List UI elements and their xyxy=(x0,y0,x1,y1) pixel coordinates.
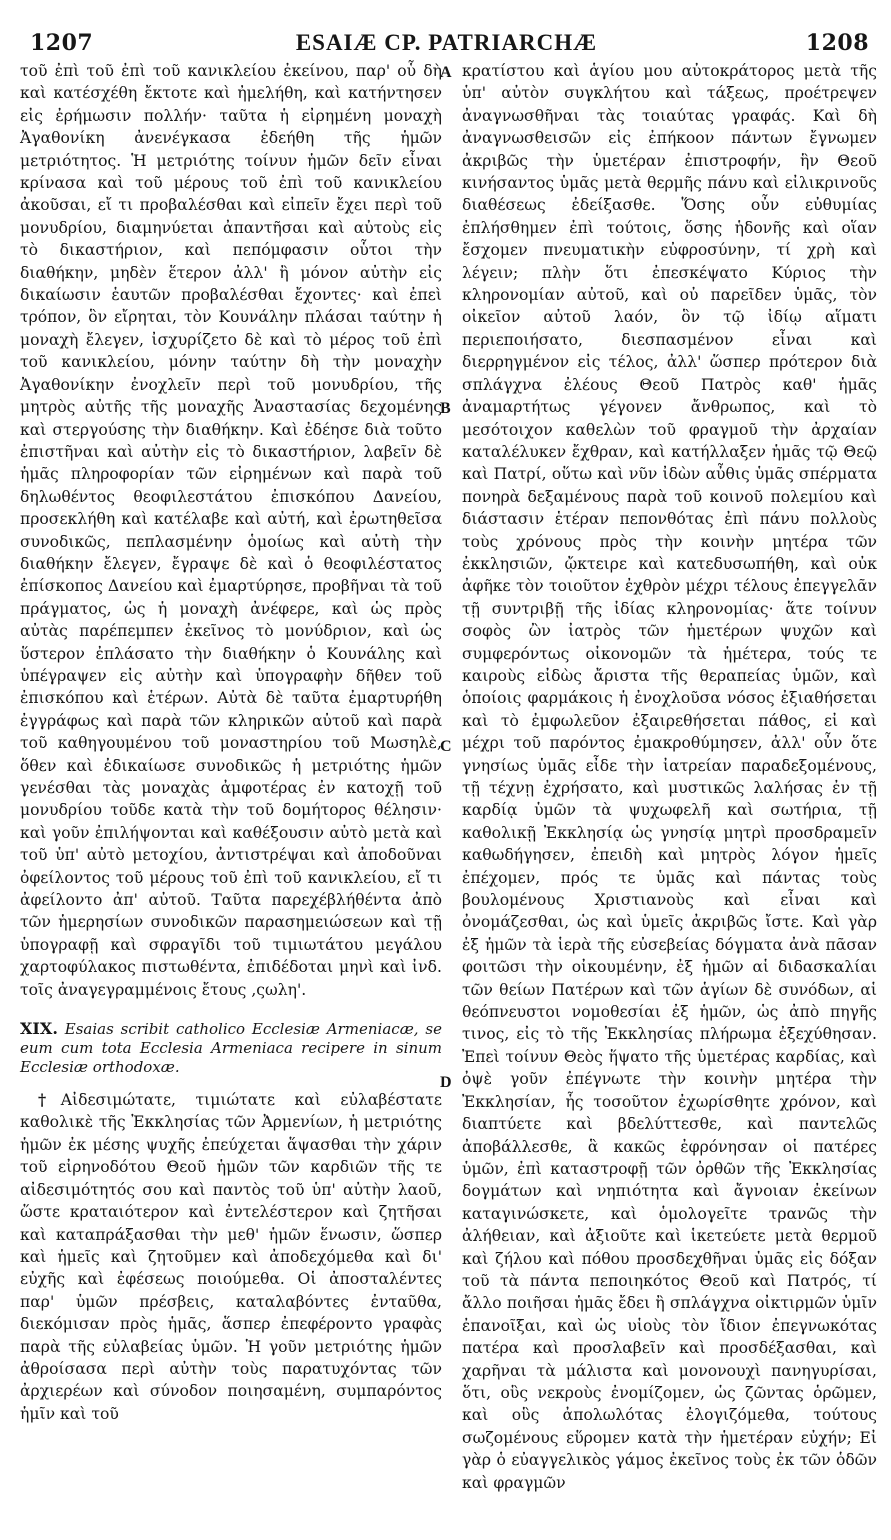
margin-marker-c: C xyxy=(440,738,452,755)
left-paragraph-2-text: Αἰδεσιμώτατε, τιμιώτατε καὶ εὐλαβέστατε καθολικὲ τῆς Ἐκκλησίας τῶν Ἀρμενίων, ἡ μετριότης ἡμῶν ἐκ μέσης ψυχῆς ἐπεύχεται ἅψασθαι τὴν χάριν τοῦ εἰρηνοδότου Θεοῦ ἡμῶν τῶν καρδιῶν τῆς τε αἰδεσιμότητός σου καὶ παντὸς τοῦ ὑπ' αὐτὴν λαοῦ, ὥστε κραταιότερον καὶ ἐντελέστερον καὶ ζητῆσαι καὶ καταπράξασθαι τὴν μεθ' ἡμῶν ἕνωσιν, ὥσπερ καὶ ἡμεῖς καὶ ζητοῦμεν καὶ ἀποδεχόμεθα καὶ δι' εὐχῆς καὶ ἐφέσεως ποιούμεθα. Οἱ ἀποσταλέντες παρ' ὑμῶν πρέσβεις, καταλαβόντες ἐνταῦθα, διεκόμισαν πρὸς ἡμᾶς, ἅσπερ ἐπεφέροντο γραφὰς παρὰ τῆς εὐλαβείας ὑμῶν. Ἡ γοῦν μετριότης ἡμῶν ἀθροίσασα περὶ αὐτὴν τοὺς παρατυχόντας τῶν ἀρχιερέων καὶ σύνοδον ποιησαμένη, συμπαρόντος ἡμῖν καὶ τοῦ xyxy=(20,1091,443,1423)
right-column xyxy=(462,60,877,1494)
margin-marker-b: B xyxy=(440,400,451,417)
cross-symbol: † xyxy=(38,1090,61,1110)
page-number-left: 1207 xyxy=(30,30,94,56)
left-column xyxy=(20,60,442,1425)
right-paragraph-1: κρατίστου καὶ ἁγίου μου αὐτοκράτορος μετὰ τῆς ὑπ' αὐτὸν συγκλήτου καὶ τάξεως, προέτρεψεν ἀναγνωσθῆναι τὰς τοιαύτας γραφάς. Καὶ δὴ ἀναγνωσθεισῶν εἰς ἐπήκοον πάντων ἔγνωμεν ἀκριβῶς τὴν ὑμετέραν ἐπιστροφήν, ἣν Θεοῦ κινήσαντος ὑμᾶς μετὰ θερμῆς πάνυ καὶ εἰλικρινοῦς διαθέσεως ἐδείξασθε. Ὅσης οὖν εὐθυμίας ἐπλήσθημεν ἐπὶ τούτοις, ὅσης ἡδονῆς καὶ οἵαν ἔσχομεν πνευματικὴν εὐφροσύνην, τί χρὴ καὶ λέγειν; πλὴν ὅτι ἐπεσκέψατο Κύριος τὴν κληρονομίαν αὐτοῦ, καὶ οὐ παρεῖδεν ὑμᾶς, τὸν οἰκεῖον αὐτοῦ λαόν, ὃν τῷ ἰδίῳ αἵματι περιεποιήσατο, διεσπασμένον εἶναι καὶ διερρηγμένον εἰς τέλος, ἀλλ' ὥσπερ πρότερον διὰ σπλάγχνα ἐλέους Θεοῦ Πατρὸς καθ' ἡμᾶς ἀναμαρτήτως γέγονεν ἄνθρωπος, καὶ τὸ μεσότοιχον καθελὼν τοῦ φραγμοῦ τὴν ἀρχαίαν καταλέλυκεν ἔχθραν, καὶ κατήλλαξεν ἡμᾶς τῷ Θεῷ καὶ Πατρί, οὕτω καὶ νῦν ἰδὼν αὖθις ὑμᾶς σπέρματα πονηρὰ δεξαμένους παρὰ τοῦ κοινοῦ πολεμίου καὶ διάστασιν ἑτέραν πεπονθότας ἐπὶ πάνυ πολλοὺς τοὺς χρόνους πρὸς τὴν κοινὴν μητέρα τῶν ἐκκλησιῶν, ᾤκτειρε καὶ κατεδυσωπήθη, καὶ οὐκ ἀφῆκε τὸν τοιοῦτον ἐχθρὸν μέχρι τέλους ἐπεγγελᾶν τῇ συντριβῇ τῆς ἰδίας κληρονομίας· ἅτε τοίνυν σοφὸς ὢν ἰατρὸς τῶν ἡμετέρων ψυχῶν καὶ συμφερόντως οἰκονομῶν τὰ ἡμέτερα, τούς τε καιροὺς εἰδὼς ἄριστα τῆς θεραπείας ὑμῶν, καὶ ὁποίοις φαρμάκοις ἡ ἐνοχλοῦσα νόσος ἐξιαθήσεται καὶ τὸ ἐμφωλεῦον ἐξαιρεθήσεται πάθος, εἰ καὶ μέχρι τοῦ παρόντος ἐμακροθύμησεν, ἀλλ' οὖν ὅτε γνησίως ὑμᾶς εἶδε τὴν ἰατρείαν παραδεξομένους, τῇ τέχνῃ ἐχρήσατο, καὶ μυστικῶς λαλήσας ἐν τῇ καρδίᾳ ὑμῶν τὰ ψυχωφελῆ καὶ σωτήρια, τῇ καθολικῇ Ἐκκλησίᾳ ὡς γνησίᾳ μητρὶ προσδραμεῖν καθωδήγησεν, ἐπειδὴ καὶ μητρὸς λόγον ἡμεῖς ἐπέχομεν, πρός τε ὑμᾶς καὶ πάντας τοὺς βουλομένους Χριστιανοὺς καὶ εἶναι καὶ ὀνομάζεσθαι, ὡς καὶ ὑμεῖς ἀκριβῶς ἴστε. Καὶ γὰρ ἐξ ἡμῶν τὰ ἱερὰ τῆς εὐσεβείας δόγματα ἀνὰ πᾶσαν φοιτῶσι τὴν οἰκουμένην, ἐξ ἡμῶν αἱ διδασκαλίαι τῶν θείων Πατέρων καὶ τῶν ἁγίων δὲ συνόδων, αἱ θεόπνευστοι νομοθεσίαι ἐξ ἡμῶν, ὡς ἀπὸ πηγῆς τινος, εἰς τὸ τῆς Ἐκκλησίας πλήρωμα ἐξεχύθησαν. Ἐπεὶ τοίνυν Θεὸς ἥψατο τῆς ὑμετέρας καρδίας, καὶ ὀψὲ γοῦν ἐπέγνωτε τὴν κοινὴν μητέρα τὴν Ἐκκλησίαν, ἧς τοσοῦτον ἐχωρίσθητε χρόνον, καὶ διαπτύετε καὶ βδελύττεσθε, καὶ παντελῶς ἀποβάλλεσθε, ἃ κακῶς ἐφρόνησαν οἱ πατέρες ὑμῶν, ἐπὶ καταστροφῇ τῶν ὀρθῶν τῆς Ἐκκλησίας δογμάτων καὶ νηπιότητα καὶ ἄγνοιαν ἐκείνων καταγινώσκετε, καὶ ὁμολογεῖτε τρανῶς τὴν ἀλήθειαν, καὶ ἀξιοῦτε καὶ ἱκετεύετε μετὰ θερμοῦ καὶ ζήλου καὶ πόθου προσδεχθῆναι ὑμᾶς εἰς δόξαν τοῦ τὰ πάντα πεποιηκότος Θεοῦ καὶ Πατρός, τί ἄλλο ποιῆσαι ἡμᾶς ἔδει ἢ σπλάγχνα οἰκτιρμῶν ὑμῖν ἐπανοῖξαι, καὶ ὡς υἱοὺς τὸν ἴδιον ἐπεγνωκότας πατέρα καὶ προσλαβεῖν καὶ προσδέξασθαι, καὶ χαρῆναι τὰ μάλιστα καὶ μονονουχὶ πανηγυρίσαι, ὅτι, οὓς νεκροὺς ἐνομίζομεν, ὡς ζῶντας ὁρῶμεν, καὶ οὓς ἀπολωλότας ἐλογιζόμεθα, τούτους σωζομένους εὕρομεν κατὰ τὴν ἡμετέραν εὐχήν; Εἰ γὰρ ὁ εὐαγγελικὸς γάμος ἐκεῖνος τοὺς ἐκ τῶν ὁδῶν καὶ φραγμῶν xyxy=(462,62,877,1492)
section-heading xyxy=(20,1019,442,1077)
page-number-right: 1208 xyxy=(805,30,869,56)
margin-marker-a: A xyxy=(440,64,452,81)
section-number: XIX. xyxy=(20,1019,58,1039)
left-paragraph-2 xyxy=(20,1089,442,1425)
left-paragraph-1: τοῦ ἐπὶ τοῦ ἐπὶ τοῦ κανικλείου ἐκείνου, παρ' οὗ δὴ καὶ κατέσχέθη ἔκτοτε καὶ ἠμελήθη, καὶ κατήντησεν εἰς ἐρήμωσιν πολλήν· ταῦτα ἡ εἰρημένη μοναχὴ Ἀγαθονίκη ἀνενέγκασα ἐδεήθη τῆς ἡμῶν μετριότητος. Ἡ μετριότης τοίνυν ἡμῶν δεῖν εἶναι κρίνασα καὶ τοῦ μέρους τοῦ ἐπὶ τοῦ κανικλείου ἀκοῦσαι, εἴ τι προβαλέσθαι καὶ εἰπεῖν ἔχει περὶ τοῦ μονυδρίου, διαμηνύεται ἀπαντῆσαι καὶ αὐτοὺς εἰς τὸ δικαστήριον, καὶ πεπόμφασιν οὗτοι τὴν διαθήκην, μηδὲν ἕτερον ἀλλ' ἢ μόνον αὐτὴν εἰς δικαίωσιν ἑαυτῶν προβαλέσθαι ἔχοντες· καὶ ἐπεὶ τρόπον, ὃν εἴρηται, τὸν Κουνάλην πλάσαι ταύτην ἡ μοναχὴ ἔλεγεν, ἰσχυρίζετο δὲ καὶ τὸ μέρος τοῦ ἐπὶ τοῦ κανικλείου, μόνην ταύτην δὴ τὴν μοναχὴν Ἀγαθονίκην ἐνοχλεῖν περὶ τοῦ μονυδρίου, τῆς μητρὸς αὐτῆς τῆς μοναχῆς Ἀναστασίας δεχομένης καὶ στεργούσης τὴν διαθήκην. Καὶ ἐδέησε διὰ τοῦτο ἐπιστῆναι καὶ αὐτὴν εἰς τὸ δικαστήριον, λαβεῖν δὲ ἡμᾶς πληροφορίαν τῶν εἰρημένων καὶ παρὰ τοῦ δηλωθέντος θεοφιλεστάτου ἐπισκόπου Δανείου, προσεκλήθη καὶ κατέλαβε καὶ αὐτή, καὶ ἐρωτηθεῖσα συνοδικῶς, πεπλασμένην ὁμοίως καὶ αὐτὴ τὴν διαθήκην ἔλεγεν, ἔγραψε δὲ καὶ ὁ θεοφιλέστατος ἐπίσκοπος Δανείου καὶ ἐμαρτύρησε, προβῆναι τὰ τοῦ πράγματος, ὡς ἡ μοναχὴ ἀνέφερε, καὶ ὡς πρὸς αὐτὰς παρέπεμπεν ἐκεῖνος τὸ μονύδριον, καὶ ὡς ὕστερον ἐπλάσατο τὴν διαθήκην ὁ Κουνάλης καὶ ὑπέγραψεν εἰς αὐτὴν καὶ ὑπογραφὴν δῆθεν τοῦ ἐπισκόπου καὶ ἑτέρων. Αὐτὰ δὲ ταῦτα ἐμαρτυρήθη ἐγγράφως καὶ παρὰ τῶν κληρικῶν αὐτοῦ καὶ παρὰ τοῦ καθηγουμένου τοῦ μοναστηρίου τοῦ Μωσηλὲ, ὅθεν καὶ ἐδικαίωσε συνοδικῶς ἡ μετριότης ἡμῶν γενέσθαι τὰς μοναχὰς ἀμφοτέρας ἐν κατοχῇ τοῦ μονυδρίου τοῦδε κατὰ τὴν τοῦ δομήτορος θέλησιν· καὶ γοῦν ἐπιλήψονται καὶ καθέξουσιν αὐτὸ μετὰ καὶ τοῦ ὑπ' αὐτὸ μετοχίου, ἀντιστρέψαι καὶ ἀποδοῦναι ὀφείλοντος τοῦ μέρους τοῦ ἐπὶ τοῦ κανικλείου, εἴ τι ἀφείλοντο ἀπ' αὐτοῦ. Ταῦτα παρεχέβλήθέντα ἀπὸ τῶν ἡμερησίων συνοδικῶν παρασημειώσεων καὶ τῇ ὑπογραφῇ καὶ σφραγῖδι τοῦ τιμιωτάτου μεγάλου χαρτοφύλακος πιστωθέντα, ἐπιδέδοται μηνὶ καὶ ἰνδ. τοῖς ἀναγεγραμμένοις ἔτους ,ςωλη'. xyxy=(20,62,442,999)
margin-marker-d: D xyxy=(440,1074,452,1091)
running-title: ESAIÆ CP. PATRIARCHÆ xyxy=(295,30,598,55)
section-title: Esaias scribit catholico Ecclesiæ Armeniacæ, se eum cum tota Ecclesia Armeniaca recipere in sinum Ecclesiæ orthodoxæ. xyxy=(20,1020,442,1077)
page-header xyxy=(20,30,873,62)
